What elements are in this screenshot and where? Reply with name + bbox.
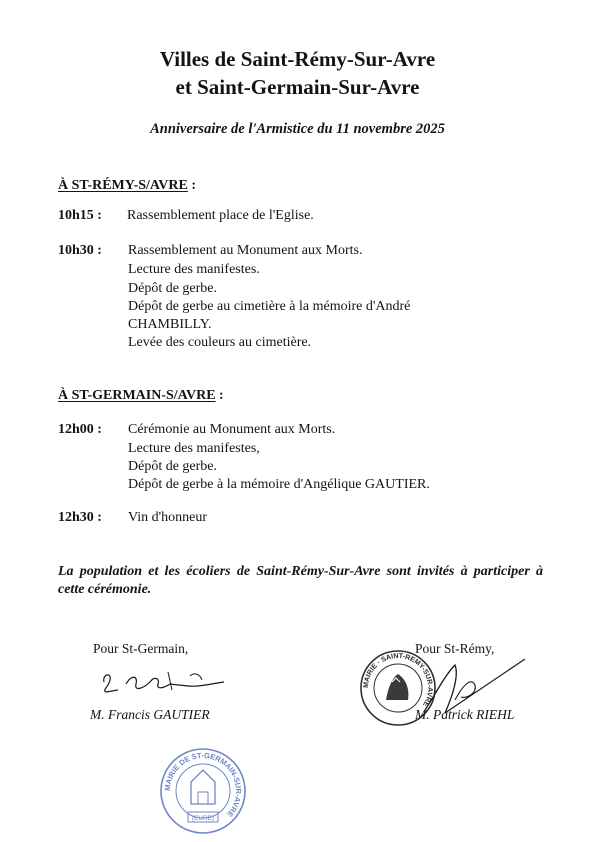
document-title-line-1: Villes de Saint-Rémy-Sur-Avre: [159, 47, 436, 71]
section-heading-saint-germain-text: À ST-GERMAIN-S/AVRE: [58, 388, 216, 403]
schedule-line: Dépôt de gerbe.: [128, 459, 218, 474]
schedule-line: Dépôt de gerbe à la mémoire d'Angélique GAUTIER.: [128, 477, 430, 492]
section-heading-saint-remy: [58, 178, 196, 194]
document-subtitle: Anniversaire de l'Armistice du 11 novembre 2025: [150, 121, 445, 137]
handwritten-signature-left: [98, 664, 233, 700]
svg-text:MAIRIE · SAINT-REMY-SUR-AVRE: MAIRIE · SAINT-REMY-SUR-AVRE: [362, 652, 434, 708]
schedule-line: Rassemblement place de l'Eglise.: [127, 208, 314, 223]
schedule-line: Lecture des manifestes,: [128, 441, 260, 456]
signature-left-name: M. Francis GAUTIER: [90, 707, 210, 722]
signature-left-label: Pour St-Germain,: [93, 641, 189, 656]
schedule-line: Cérémonie au Monument aux Morts.: [128, 422, 336, 437]
schedule-line: Rassemblement au Monument aux Morts.: [128, 243, 363, 258]
section-heading-suffix: :: [187, 178, 196, 193]
closing-invitation: La population et les écoliers de Saint-Rémy-Sur-Avre sont invités à participer à cette cérémonie.: [58, 564, 543, 597]
time-remy-1: 10h15 :: [58, 208, 102, 223]
document-title-line-2: et Saint-Germain-Sur-Avre: [175, 75, 420, 99]
time-germain-2: 12h30 :: [58, 510, 102, 525]
schedule-line: Vin d'honneur: [128, 510, 208, 525]
svg-text:MAIRIE DE ST-GERMAIN-SUR-AVRE: MAIRIE DE ST-GERMAIN-SUR-AVRE: [162, 750, 244, 819]
mairie-stamp-saint-germain: [158, 746, 248, 836]
schedule-line: CHAMBILLY.: [128, 317, 212, 332]
section-heading-saint-germain: [58, 388, 224, 404]
signature-right-label: Pour St-Rémy,: [415, 641, 495, 656]
schedule-line: Levée des couleurs au cimetière.: [128, 335, 312, 350]
signature-right-name: M. Patrick RIEHL: [415, 707, 515, 722]
schedule-line: Lecture des manifestes.: [128, 262, 260, 277]
time-remy-2: 10h30 :: [58, 243, 102, 258]
schedule-line: Dépôt de gerbe.: [128, 281, 218, 296]
svg-text:(EURE): (EURE): [191, 815, 215, 822]
section-heading-saint-remy-text: À ST-RÉMY-S/AVRE: [58, 178, 188, 193]
schedule-line: Dépôt de gerbe au cimetière à la mémoire d'André: [128, 299, 411, 314]
section-heading-suffix: :: [215, 388, 224, 403]
time-germain-1: 12h00 :: [58, 422, 102, 437]
